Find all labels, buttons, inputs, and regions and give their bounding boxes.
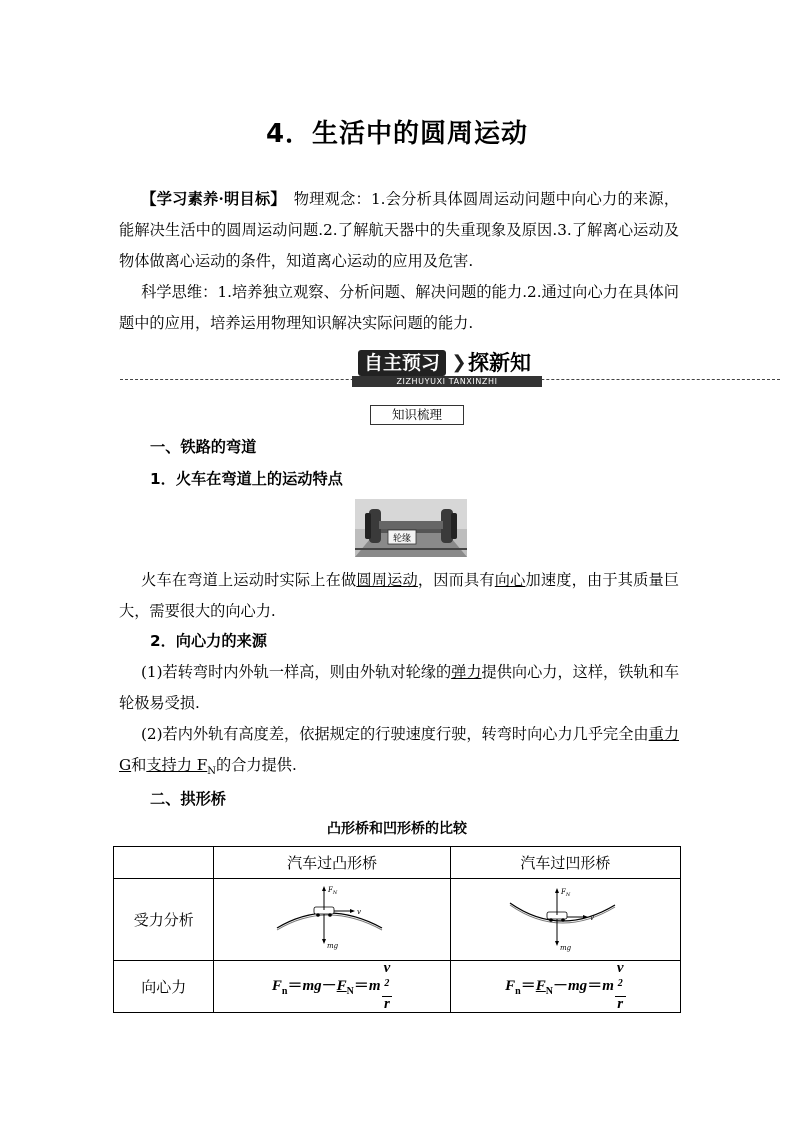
section1-sub2: 2．向心力的来源	[150, 632, 267, 650]
col-concave-header: 汽车过凹形桥	[450, 847, 680, 879]
wheel-flange-photo	[355, 499, 467, 557]
row-centripetal-label: 向心力	[114, 961, 214, 1013]
svg-text:v: v	[357, 907, 362, 916]
svg-text:v: v	[590, 913, 595, 922]
banner-part-a: 自主预习	[358, 350, 446, 376]
section1-paragraph2: (1)若转弯时内外轨一样高，则由外轨对轮缘的弹力提供向心力，这样，铁轨和车轮极易受损.	[119, 663, 680, 712]
table-caption: 凸形桥和凹形桥的比较	[327, 821, 467, 837]
col-convex-header: 汽车过凸形桥	[214, 847, 450, 879]
concave-formula: $F_n=F_N-mg=m$ v $^2$ r	[450, 961, 680, 1013]
svg-text:mg: mg	[560, 943, 572, 952]
table-corner-cell	[114, 847, 214, 879]
thinking-text: 1.培养独立观察、分析问题、解决问题的能力.2.通过向心力在具体问题中的应用，培养运用物理知识解决实际问题的能力.	[119, 283, 679, 332]
thinking-paragraph	[119, 277, 679, 339]
thinking-label: 科学思维：	[141, 283, 218, 301]
svg-text:mg: mg	[327, 941, 339, 950]
banner-subtitle: ZIZHUYUXI TANXINZHI	[352, 376, 542, 387]
convex-bridge-diagram	[214, 879, 450, 961]
svg-text:FN: $F_N$	[561, 887, 571, 898]
svg-text:FN: $F_N$	[328, 885, 338, 896]
knowledge-tag: 知识梳理	[370, 405, 464, 425]
concave-bridge-diagram	[450, 879, 680, 961]
objectives-label: 【学习素养·明目标】	[141, 190, 279, 208]
page-title: 4．生活中的圆周运动	[265, 119, 529, 149]
table-row	[114, 879, 681, 961]
section1-sub1: 1．火车在弯道上的运动特点	[150, 470, 343, 488]
section1-paragraph3: (2)若内外轨有高度差，依据规定的行驶速度行驶，转弯时向心力几乎完全由重力 G和支持力 $F_N$的合力提供.	[119, 725, 680, 778]
section1-paragraph1: 火车在弯道上运动时实际上在做圆周运动，因而具有向心加速度，由于其质量巨大，需要很大的向心力.	[119, 571, 680, 620]
physics-concept-label: 物理观念：	[293, 190, 371, 208]
convex-formula: $F_n=mg-F_N=m$ v $^2$ r	[214, 961, 450, 1013]
banner-part-b: 探新知	[468, 351, 531, 375]
section2-heading: 二、拱形桥	[150, 790, 226, 808]
photo-label: 轮缘	[392, 534, 412, 544]
row-force-analysis-label: 受力分析	[114, 879, 214, 961]
objectives-paragraph	[119, 184, 679, 277]
table-row	[114, 847, 681, 879]
table-row	[114, 961, 681, 1013]
section1-heading: 一、铁路的弯道	[150, 438, 257, 456]
chevron-right-icon: ❯	[451, 352, 467, 373]
physics-concept-text: 1.会分析具体圆周运动问题中向心力的来源，能解决生活中的圆周运动问题.2.了解航天器中的失重现象及原因.3.了解离心运动及物体做离心运动的条件，知道离心运动的应用及危害.	[119, 190, 680, 270]
comparison-table	[113, 846, 681, 1013]
